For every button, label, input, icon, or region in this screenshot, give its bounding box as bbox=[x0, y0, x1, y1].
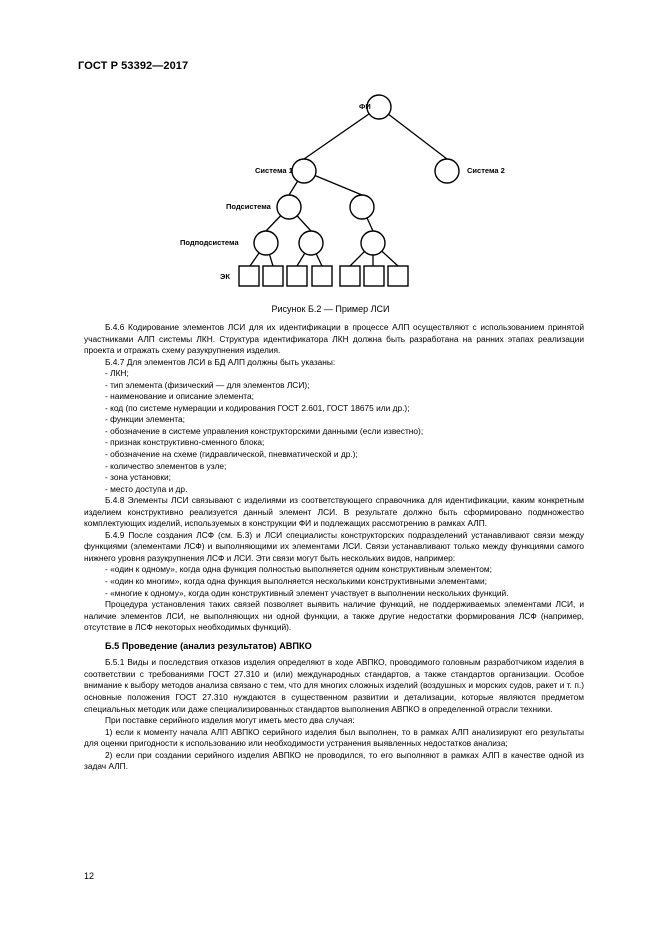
list-item: - «многие к одному», когда один конструктивный элемент участвует в выполнении нескольких функций. bbox=[105, 587, 509, 598]
list-item: - наименование и описание элемента; bbox=[105, 391, 254, 402]
page-number: 12 bbox=[84, 871, 95, 881]
document-body bbox=[84, 322, 584, 773]
lsi-attributes-list bbox=[84, 368, 584, 495]
list-item: - количество элементов в узле; bbox=[105, 460, 227, 471]
node-system-2 bbox=[435, 159, 459, 183]
figure-caption: Рисунок Б.2 — Пример ЛСИ bbox=[271, 304, 390, 314]
list-item: - «один к одному», когда одна функция полностью выполняется одним конструктивным элементом; bbox=[105, 564, 492, 575]
paragraph-procedure: Процедура установления таких связей позволяет выявить наличие функций, не поддерживаемых элементами ЛСИ, и наличие элементов ЛСИ, не выполняющих ни одной функции, а также другие недостатки формирования ЛСФ (например, отсутствие в ЛСФ некоторых необходимых функций). bbox=[84, 599, 584, 633]
list-item: - место доступа и др. bbox=[105, 483, 188, 494]
ek-box bbox=[287, 266, 307, 286]
paragraph-b-5-1: Б.5.1 Виды и последствия отказов изделия определяют в ходе АВПКО, проводимого головным разработчиком изделия в соответствии с требованиями ГОСТ 27.310 и (или) международных стандартов, а также стандартов организации. Особое внимание к выбору методов анализа связано с тем, что для многих сложных изделий (воздушных и морских судов, ракет и т. п.) основные положения ГОСТ 27.310 нуждаются в существенном развитии и детализации, которые являются предметом специальных методик или даже специализированных стандартов выполнения АВПКО в определенной отрасли техники. bbox=[84, 657, 584, 714]
label-system-2: Система 2 bbox=[467, 166, 505, 175]
label-subsubsystem: Подподсистема bbox=[180, 238, 239, 247]
label-fi: ФИ bbox=[359, 102, 371, 111]
paragraph-b-4-9: Б.4.9 После создания ЛСФ (см. Б.3) и ЛСИ специалисты конструкторских подразделений устанавливают связи между функциями (элементами ЛСФ) и выполняющими их элементами ЛСИ. Связи устанавливают только между функциями самого нижнего уровня разукрупнения ЛСФ и ЛСИ. Эти связи могут быть нескольких видов, например: bbox=[84, 529, 584, 563]
ek-box bbox=[239, 266, 259, 286]
node-system-1 bbox=[292, 159, 316, 183]
ek-box bbox=[340, 266, 360, 286]
node-subsystem-1 bbox=[277, 195, 301, 219]
node-subsubsystem-3 bbox=[361, 231, 385, 255]
list-item: - обозначение на схеме (гидравлической, пневматической и др.); bbox=[105, 449, 358, 460]
paragraph-b-4-6: Б.4.6 Кодирование элементов ЛСИ для их идентификации в процессе АЛП осуществляют с использованием принятой участниками АЛП системы ЛКН. Структура идентификатора ЛКН должна быть разработана на ранних этапах реализации проекта и отражать схему разукрупнения изделия. bbox=[84, 322, 584, 356]
section-heading-b-5: Б.5 Проведение (анализ результатов) АВПКО bbox=[105, 640, 312, 651]
document-header: ГОСТ Р 53392—2017 bbox=[78, 60, 189, 72]
node-subsubsystem-1 bbox=[254, 231, 278, 255]
list-item: - функции элемента; bbox=[105, 414, 185, 425]
lsi-tree-figure bbox=[0, 0, 661, 300]
node-subsubsystem-2 bbox=[299, 231, 323, 255]
paragraph-b-4-8: Б.4.8 Элементы ЛСИ связывают с изделиями из соответствующего справочника для идентификации, каким конкретным изделием конструктивно реализуется данный элемент ЛСИ. В результате должно быть сформировано подмножество комплектующих изделий, используемых в конструкции ФИ и подлежащих рассмотрению в рамках АЛП. bbox=[84, 495, 584, 529]
paragraph-serial-cases: При поставке серийного изделия могут иметь место два случая: bbox=[105, 715, 355, 726]
paragraph-b-4-7: Б.4.7 Для элементов ЛСИ в БД АЛП должны быть указаны: bbox=[105, 356, 336, 367]
ek-box bbox=[263, 266, 283, 286]
ek-box bbox=[364, 266, 384, 286]
label-ek: ЭК bbox=[220, 272, 230, 281]
label-system-1: Система 1 bbox=[255, 166, 293, 175]
ek-box bbox=[388, 266, 408, 286]
list-item: - ЛКН; bbox=[105, 368, 129, 379]
list-item: - «один ко многим», когда одна функция выполняется несколькими конструктивными элементами; bbox=[105, 576, 487, 587]
label-subsystem: Подсистема bbox=[226, 202, 271, 211]
link-types-list bbox=[84, 564, 584, 599]
lsi-tree-diagram bbox=[0, 0, 661, 300]
paragraph-case-2: 2) если при создании серийного изделия АВПКО не проводился, то его выполняют в рамках АЛП в качестве одной из задач АЛП. bbox=[84, 749, 584, 772]
list-item: - обозначение в системе управления конструкторскими данными (если известно); bbox=[105, 425, 424, 436]
paragraph-case-1: 1) если к моменту начала АЛП АВПКО серийного изделия был выполнен, то в рамках АЛП анализируют его результаты для оценки пригодности к использованию или необходимости устранения выявленных недостатков анализа; bbox=[84, 726, 584, 749]
list-item: - код (по системе нумерации и кодирования ГОСТ 2.601, ГОСТ 18675 или др.); bbox=[105, 402, 410, 413]
node-subsystem-2 bbox=[350, 195, 374, 219]
ek-box bbox=[312, 266, 332, 286]
list-item: - зона установки; bbox=[105, 472, 171, 483]
list-item: - признак конструктивно-сменного блока; bbox=[105, 437, 265, 448]
list-item: - тип элемента (физический — для элементов ЛСИ); bbox=[105, 379, 310, 390]
